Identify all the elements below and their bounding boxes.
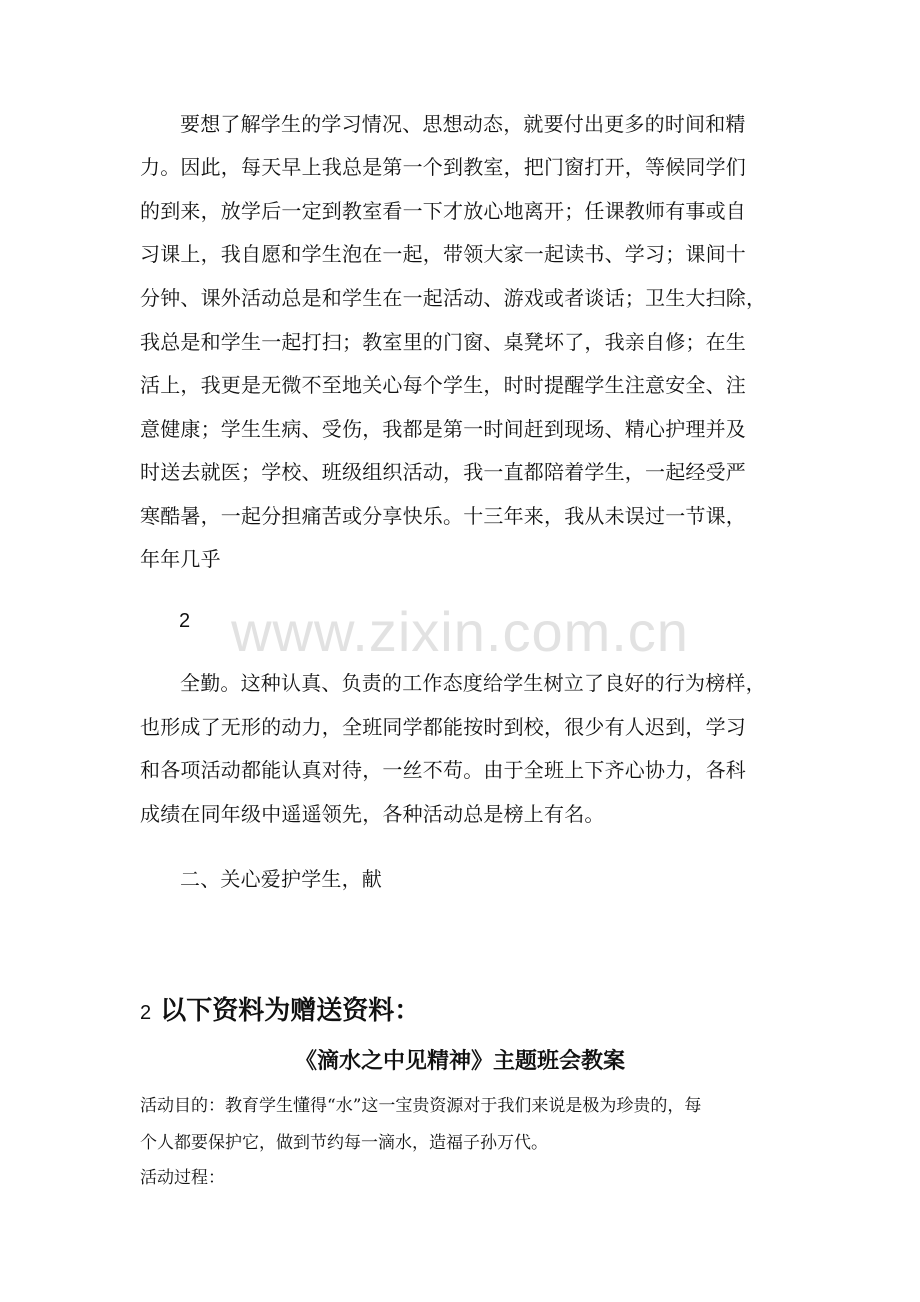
text-line: 要想了解学生的学习情况、思想动态，就要付出更多的时间和精 <box>180 112 746 136</box>
text-line: 寒酷暑，一起分担痛苦或分享快乐。十三年来，我从未误过一节课， <box>140 504 746 528</box>
text-line: 全勤。这种认真、负责的工作态度给学生树立了良好的行为榜样， <box>180 671 766 695</box>
text-line: 也形成了无形的动力，全班同学都能按时到校，很少有人迟到，学习 <box>140 715 746 739</box>
text-line: 我总是和学生一起打扫；教室里的门窗、桌凳坏了，我亲自修；在生 <box>140 330 746 354</box>
text-line: 时送去就医；学校、班级组织活动，我一直都陪着学生，一起经受严 <box>140 460 746 484</box>
bonus-heading-text: 以下资料为赠送资料： <box>160 996 421 1026</box>
watermark: www.zixin.com.cn <box>231 600 689 663</box>
purpose-line: 个人都要保护它，做到节约每一滴水，造福子孙万代。 <box>140 1133 548 1153</box>
purpose-line: 活动目的：教育学生懂得“水”这一宝贵资源对于我们来说是极为珍贵的，每 <box>140 1096 702 1116</box>
text-line: 年年几乎 <box>140 547 221 571</box>
text-line: 意健康；学生生病、受伤，我都是第一时间赶到现场、精心护理并及 <box>140 417 746 441</box>
bonus-number: 2 <box>140 1002 152 1024</box>
section-heading: 二、关心爱护学生，献 <box>180 867 382 891</box>
text-line: 习课上，我自愿和学生泡在一起，带领大家一起读书、学习；课间十 <box>140 242 746 266</box>
text-line: 分钟、课外活动总是和学生在一起活动、游戏或者谈话；卫生大扫除， <box>140 286 767 310</box>
text-line: 力。因此，每天早上我总是第一个到教室，把门窗打开，等候同学们 <box>140 155 746 179</box>
text-line: 的到来，放学后一定到教室看一下才放心地离开；任课教师有事或自 <box>140 199 746 223</box>
text-line: 成绩在同年级中遥遥领先，各种活动总是榜上有名。 <box>140 802 605 826</box>
lesson-title: 《滴水之中见精神》主题班会教案 <box>294 1049 625 1074</box>
text-line: 活上，我更是无微不至地关心每个学生，时时提醒学生注意安全、注 <box>140 373 746 397</box>
process-label: 活动过程： <box>140 1168 225 1188</box>
text-line: 和各项活动都能认真对待，一丝不苟。由于全班上下齐心协力，各科 <box>140 758 746 782</box>
page-number: 2 <box>179 610 191 632</box>
bonus-heading <box>140 995 420 1029</box>
